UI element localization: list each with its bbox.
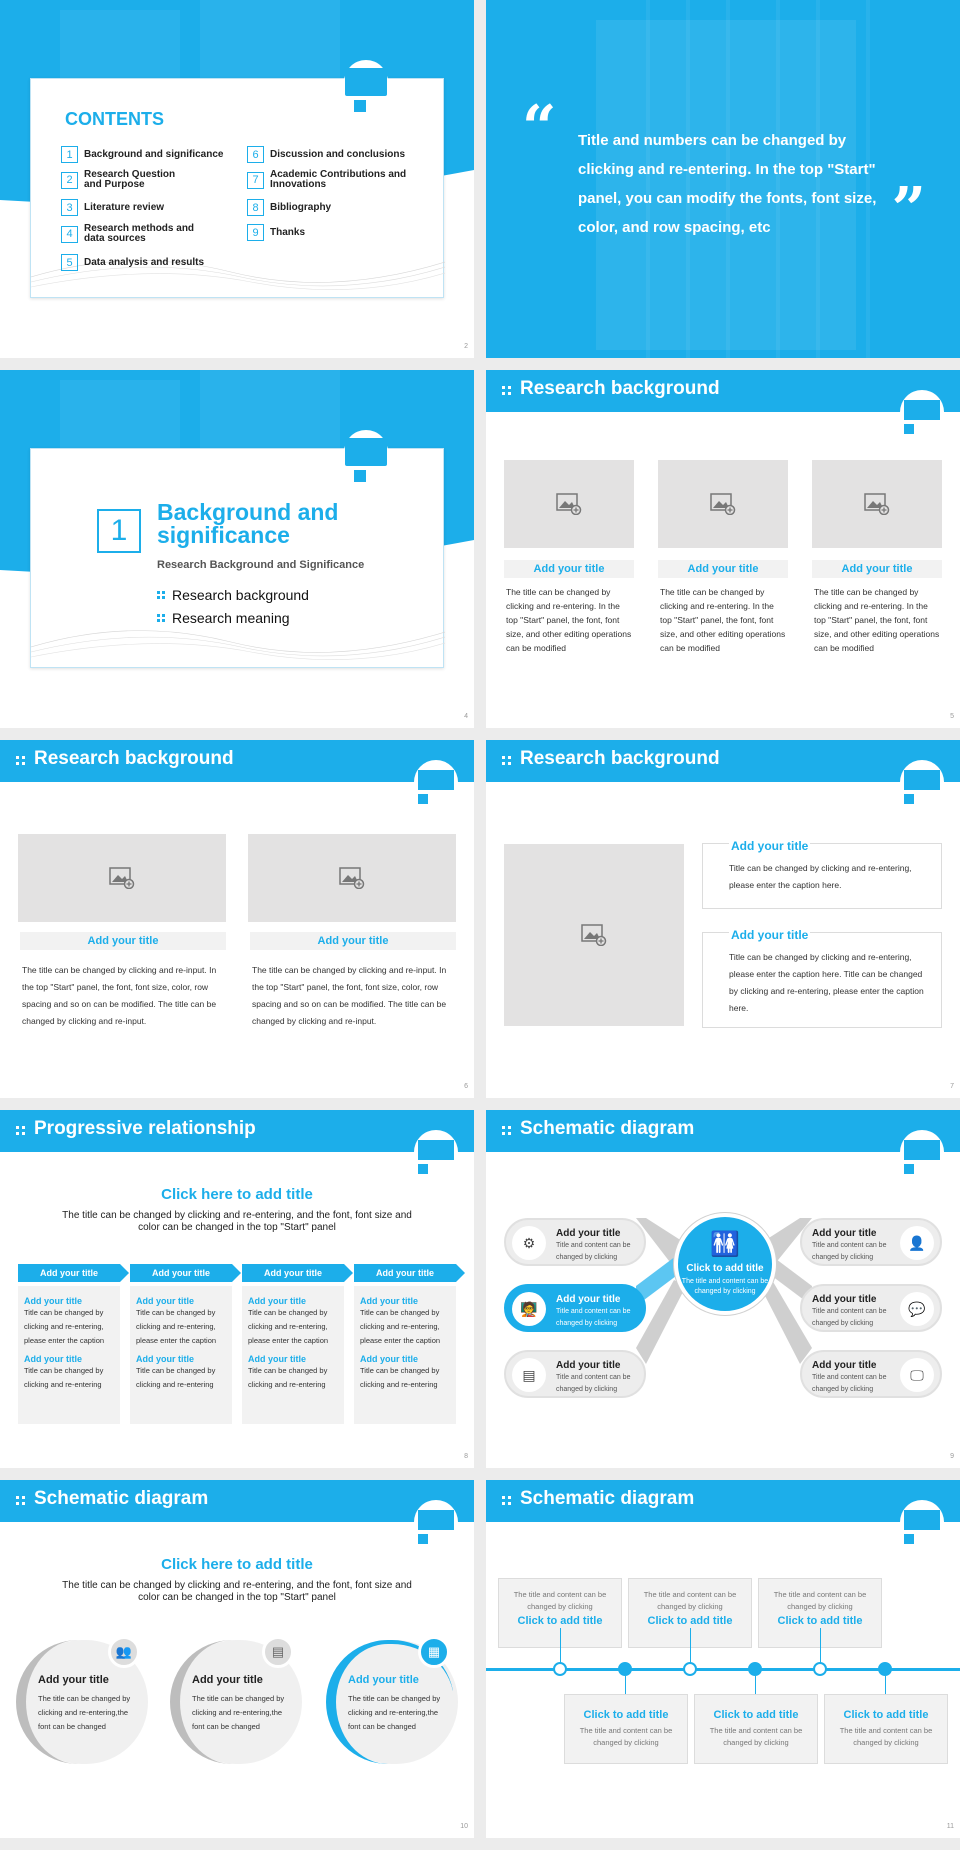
header-dots-icon — [16, 756, 25, 765]
caption-title: Add your title — [731, 928, 809, 942]
image-placeholder[interactable] — [812, 460, 942, 548]
timeline-node[interactable] — [618, 1662, 632, 1676]
hub-pill[interactable]: 🧑‍🏫 Add your title Title and content can be changed by clicking — [504, 1284, 646, 1332]
card-title[interactable]: Add your title — [20, 932, 226, 950]
card-text[interactable]: The title can be changed by clicking and re-input. In the top "Start" panel, the font, font size, color, row spacing and so on can be modified. The title can be changed by clicking and re-input. — [252, 965, 447, 1026]
corner-tab — [418, 1140, 454, 1160]
image-add-icon — [109, 867, 135, 889]
card-title[interactable]: Add your title — [504, 560, 634, 578]
timeline-box[interactable]: Click to add title The title and content can be changed by clicking — [694, 1694, 818, 1764]
corner-square — [418, 1534, 428, 1544]
group-icon: 👥 — [108, 1636, 140, 1668]
ring-card[interactable]: ▤ Add your title The title can be changed by clicking and re-entering,the font can be changed — [174, 1640, 302, 1764]
slide-title[interactable]: Research background — [520, 748, 720, 769]
page-number: 8 — [464, 1453, 468, 1460]
image-placeholder[interactable] — [504, 844, 684, 1026]
timeline-box[interactable]: Click to add title The title and content can be changed by clicking — [824, 1694, 948, 1764]
screen-icon: 🖵 — [900, 1358, 934, 1392]
step-column[interactable]: Add your title Title can be changed by clicking and re-entering, please enter the caption Add your title Title can be changed by clicking and re-entering — [18, 1286, 120, 1424]
hub-pill[interactable]: 🖵 Add your title Title and content can be changed by clicking — [800, 1350, 942, 1398]
timeline-box[interactable]: The title and content can be changed by clicking Click to add title — [628, 1578, 752, 1648]
page-number: 4 — [464, 713, 468, 720]
section-card — [30, 448, 444, 668]
tab-square — [354, 100, 366, 112]
page-number: 11 — [946, 1823, 954, 1830]
card-title[interactable]: Add your title — [658, 560, 788, 578]
page-number: 6 — [464, 1083, 468, 1090]
slide-schematic-hub[interactable] — [486, 1110, 960, 1468]
image-add-icon — [339, 867, 365, 889]
corner-square — [418, 1164, 428, 1174]
gear-icon: ⚙ — [512, 1226, 546, 1260]
corner-tab — [904, 770, 940, 790]
slide-research-background-boxes[interactable] — [486, 740, 960, 1098]
hub-center[interactable]: 🚻 Click to add title The title and content can be changed by clicking — [674, 1213, 776, 1315]
quote-open-icon: “ — [522, 93, 557, 163]
timeline-node[interactable] — [683, 1662, 697, 1676]
caption-box[interactable] — [702, 928, 942, 1028]
slide-section[interactable] — [0, 370, 474, 728]
section-subtitle: Research Background and Significance — [157, 559, 365, 571]
header-dots-icon — [502, 756, 511, 765]
quote-close-icon: ” — [891, 175, 926, 245]
chat-icon: 💬 — [900, 1292, 934, 1326]
tab-decoration — [345, 68, 387, 96]
bullet-icon — [157, 614, 165, 622]
card-text[interactable]: The title can be changed by clicking and re-input. In the top "Start" panel, the font, font size, color, row spacing and so on can be modified. The title can be changed by clicking and re-input. — [22, 965, 217, 1026]
step-column[interactable]: Add your title Title can be changed by clicking and re-entering, please enter the caption Add your title Title can be changed by clicking and re-entering — [130, 1286, 232, 1424]
contents-card — [30, 78, 444, 298]
timeline-box[interactable]: Click to add title The title and content can be changed by clicking — [564, 1694, 688, 1764]
page-number: 2 — [464, 343, 468, 350]
corner-tab — [904, 1510, 940, 1530]
card-text[interactable]: The title can be changed by clicking and re-entering. In the top "Start" panel, the font, font size, and other editing operations can be modified — [814, 587, 940, 653]
slide-title[interactable]: Schematic diagram — [520, 1118, 695, 1139]
timeline-box[interactable]: The title and content can be changed by clicking Click to add title — [758, 1578, 882, 1648]
caption-box[interactable] — [702, 839, 942, 909]
hub-pill[interactable]: 👤 Add your title Title and content can be changed by clicking — [800, 1218, 942, 1266]
arrow-step[interactable]: Add your title — [242, 1264, 344, 1282]
contents-item[interactable]: 7 Academic Contributions and Innovations — [247, 170, 427, 190]
corner-tab — [418, 770, 454, 790]
image-add-icon — [556, 493, 582, 515]
slide-title[interactable]: Research background — [520, 378, 720, 399]
image-placeholder[interactable] — [658, 460, 788, 548]
timeline-box[interactable]: The title and content can be changed by clicking Click to add title — [498, 1578, 622, 1648]
timeline-node[interactable] — [553, 1662, 567, 1676]
slide-title[interactable]: Schematic diagram — [520, 1488, 695, 1509]
page-number: 9 — [950, 1453, 954, 1460]
page-number: 10 — [460, 1823, 468, 1830]
quote-text[interactable]: Title and numbers can be changed by clicking and re-entering. In the top "Start" panel, you can modify the fonts, font size, color, and row spacing, etc — [578, 132, 877, 236]
timeline-node[interactable] — [813, 1662, 827, 1676]
slide-progressive[interactable] — [0, 1110, 474, 1468]
presenter-icon: ▤ — [262, 1636, 294, 1668]
arrow-step[interactable]: Add your title — [130, 1264, 232, 1282]
contents-item[interactable]: 2 Research Question and Purpose — [61, 170, 221, 190]
contents-item[interactable]: 8 Bibliography — [247, 199, 331, 216]
image-placeholder[interactable] — [504, 460, 634, 548]
ring-card[interactable]: 👥 Add your title The title can be changed by clicking and re-entering,the font can be changed — [20, 1640, 148, 1764]
page-number: 5 — [950, 713, 954, 720]
board-icon: ▦ — [418, 1636, 450, 1668]
contents-item[interactable]: 9 Thanks — [247, 224, 305, 241]
slide-research-background-3[interactable] — [486, 370, 960, 728]
people-icon: 🚻 — [710, 1231, 740, 1258]
header-dots-icon — [16, 1126, 25, 1135]
image-add-icon — [710, 493, 736, 515]
section-title[interactable]: Background and significance — [157, 499, 339, 548]
person-icon: 👤 — [900, 1226, 934, 1260]
step-column[interactable]: Add your title Title can be changed by clicking and re-entering, please enter the caption Add your title Title can be changed by clicking and re-entering — [242, 1286, 344, 1424]
step-column[interactable]: Add your title Title can be changed by clicking and re-entering, please enter the caption Add your title Title can be changed by clicking and re-entering — [354, 1286, 456, 1424]
image-placeholder[interactable] — [248, 834, 456, 922]
contents-item[interactable]: 5 Data analysis and results — [61, 254, 204, 271]
corner-square — [418, 794, 428, 804]
click-title[interactable]: Click here to add title — [161, 1186, 313, 1203]
arrow-step[interactable]: Add your title — [354, 1264, 456, 1282]
card-title[interactable]: Add your title — [812, 560, 942, 578]
header-dots-icon — [16, 1496, 25, 1505]
ring-card[interactable]: ▦ Add your title The title can be changed by clicking and re-entering,the font can be changed — [330, 1640, 458, 1764]
bullet-icon — [157, 591, 165, 599]
slide-research-background-2[interactable] — [0, 740, 474, 1098]
hub-pill[interactable]: 💬 Add your title Title and content can be changed by clicking — [800, 1284, 942, 1332]
image-placeholder[interactable] — [18, 834, 226, 922]
contents-item[interactable]: 6 Discussion and conclusions — [247, 146, 405, 163]
contents-item[interactable]: 1 Background and significance — [61, 146, 223, 163]
caption-title: Add your title — [731, 839, 809, 853]
contents-heading: CONTENTS — [65, 109, 164, 129]
slide-title[interactable]: Research background — [34, 748, 234, 769]
corner-tab — [904, 400, 940, 420]
corner-square — [904, 794, 914, 804]
timeline-node[interactable] — [748, 1662, 762, 1676]
corner-square — [904, 424, 914, 434]
corner-square — [904, 1534, 914, 1544]
hub-pill[interactable]: ⚙ Add your title Title and content can be changed by clicking — [504, 1218, 646, 1266]
slide-schematic-rings[interactable] — [0, 1480, 474, 1838]
contents-item[interactable]: 3 Literature review — [61, 199, 164, 216]
board-icon: ▤ — [512, 1358, 546, 1392]
image-add-icon — [581, 924, 607, 946]
section-item[interactable]: Research background — [157, 587, 309, 603]
header-dots-icon — [502, 386, 511, 395]
center-desc[interactable]: The title can be changed by clicking and re-entering, and the font, font size and color can be changed in the top "Start" panel — [62, 1580, 412, 1603]
hub-pill[interactable]: ▤ Add your title Title and content can be changed by clicking — [504, 1350, 646, 1398]
section-number: 1 — [97, 509, 141, 553]
slide-title[interactable]: Progressive relationship — [34, 1118, 256, 1139]
section-item[interactable]: Research meaning — [157, 610, 290, 626]
tab-decoration — [345, 438, 387, 466]
slide-quote[interactable] — [486, 0, 960, 358]
header-dots-icon — [502, 1496, 511, 1505]
page-number: 7 — [950, 1083, 954, 1090]
click-title[interactable]: Click here to add title — [161, 1556, 313, 1573]
tab-square — [354, 470, 366, 482]
caption-text: Title can be changed by clicking and re-entering, please enter the caption here. Title can be changed by clicking and re-entering, please enter the caption here. — [729, 952, 924, 1013]
presenter-icon: 🧑‍🏫 — [512, 1292, 546, 1326]
caption-text: Title can be changed by clicking and re-entering, please enter the caption here. — [729, 863, 912, 890]
corner-tab — [418, 1510, 454, 1530]
contents-item[interactable]: 4 Research methods and data sources — [61, 224, 221, 244]
card-text[interactable]: The title can be changed by clicking and re-entering. In the top "Start" panel, the font, font size, and other editing operations can be modified — [660, 587, 786, 653]
slide-schematic-timeline[interactable] — [486, 1480, 960, 1838]
card-text[interactable]: The title can be changed by clicking and re-entering. In the top "Start" panel, the font, font size, and other editing operations can be modified — [506, 587, 632, 653]
center-desc[interactable]: The title can be changed by clicking and re-entering, and the font, font size and color can be changed in the top "Start" panel — [62, 1210, 412, 1233]
image-add-icon — [864, 493, 890, 515]
arrow-step[interactable]: Add your title — [18, 1264, 120, 1282]
card-title[interactable]: Add your title — [250, 932, 456, 950]
slide-title[interactable]: Schematic diagram — [34, 1488, 209, 1509]
timeline-node[interactable] — [878, 1662, 892, 1676]
slide-contents[interactable] — [0, 0, 474, 358]
